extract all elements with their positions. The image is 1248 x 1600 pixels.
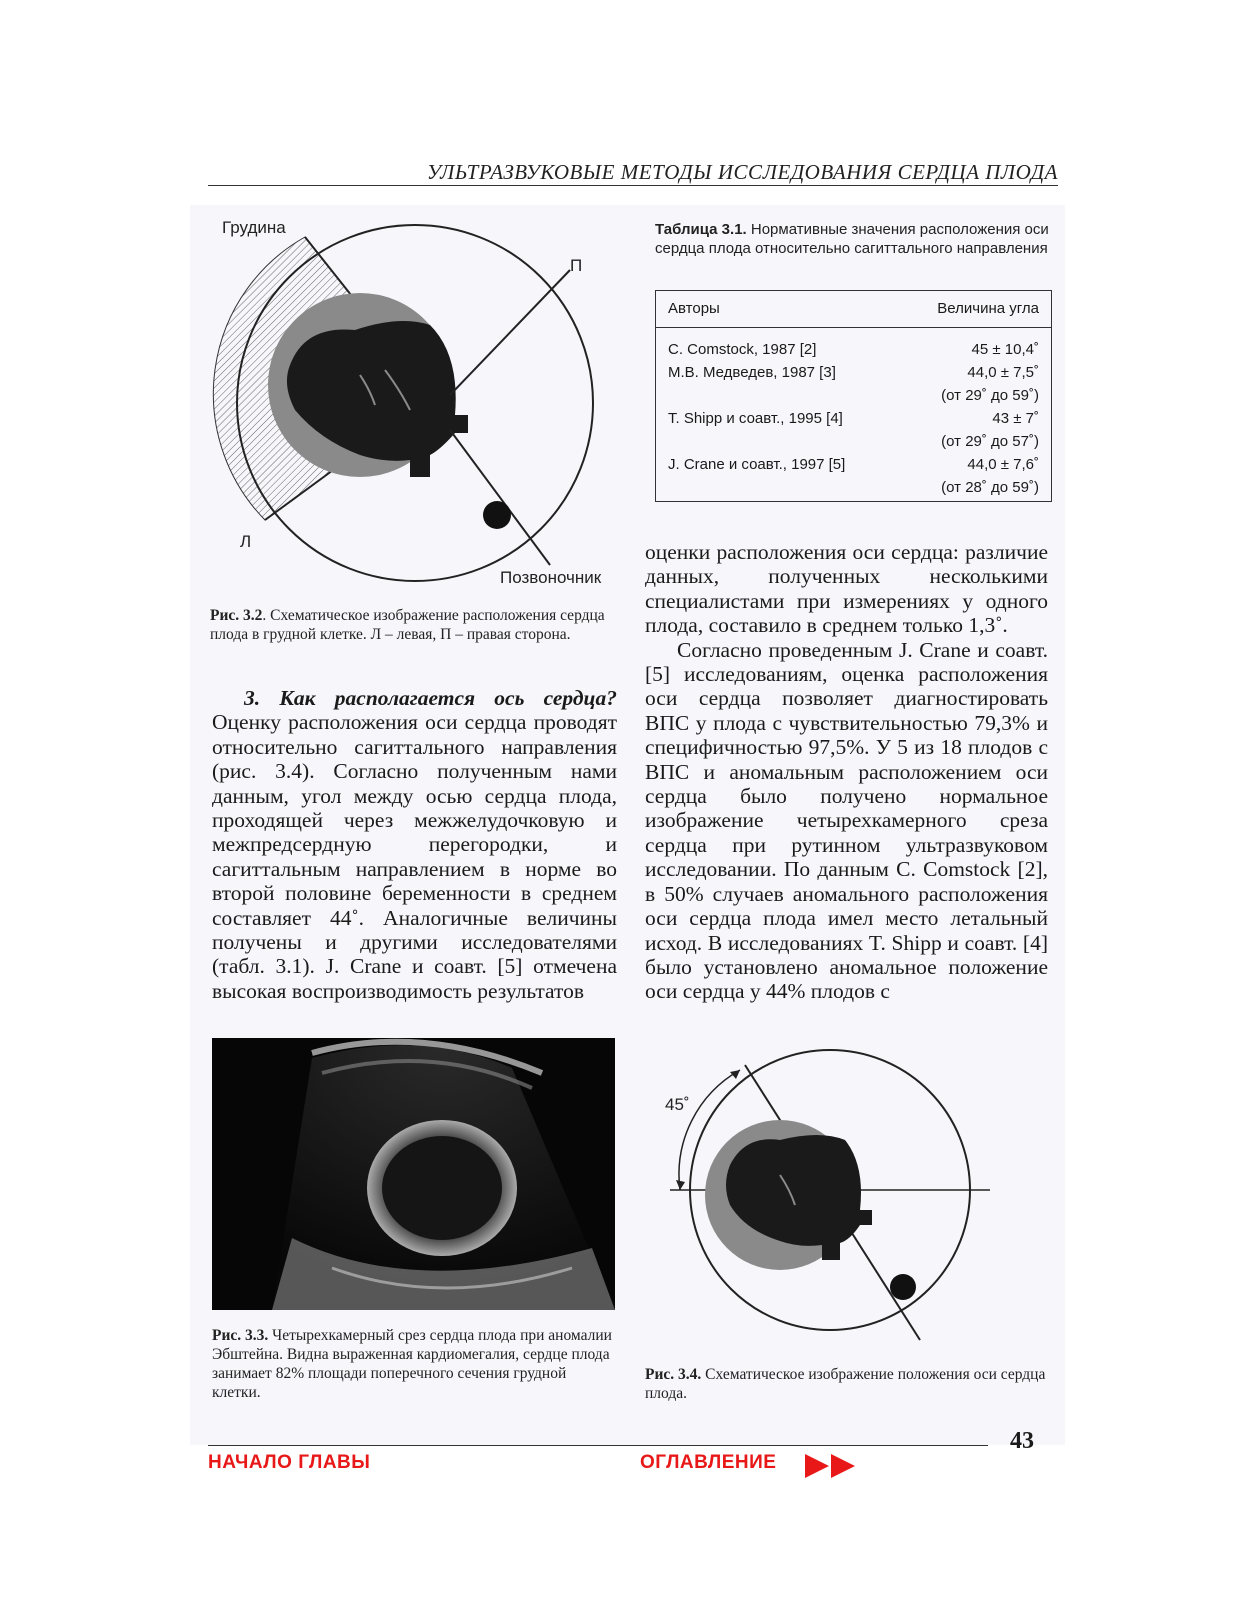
spine-dot xyxy=(890,1274,916,1300)
page-number: 43 xyxy=(1010,1428,1034,1454)
label-left: Л xyxy=(240,532,252,551)
cell-angle: 45 ± 10,4˚ xyxy=(971,341,1039,358)
table-3-1-caption xyxy=(655,220,1055,258)
caption-text: Четырехкамерный срез сердца плода при аномалии Эбштейна. Видна выраженная кардиомегалия, сердце плода занимает 82% площади поперечного сечения грудной клетки. xyxy=(212,1327,612,1401)
table-3-1 xyxy=(655,290,1052,502)
chapter-start-link[interactable]: НАЧАЛО ГЛАВЫ xyxy=(208,1452,371,1473)
label-spine: Позвоночник xyxy=(500,568,602,587)
ultrasound-scan xyxy=(212,1038,615,1310)
right-column-text xyxy=(645,540,1048,1004)
footer-rule xyxy=(208,1445,988,1446)
caption-number: Рис. 3.4. xyxy=(645,1366,702,1383)
heart-axis-line xyxy=(450,430,550,565)
cell-author: М.В. Медведев, 1987 [3] xyxy=(668,364,836,381)
cell-author: T. Shipp и соавт., 1995 [4] xyxy=(668,410,843,427)
table-body xyxy=(656,338,1051,499)
running-header: УЛЬТРАЗВУКОВЫЕ МЕТОДЫ ИССЛЕДОВАНИЯ СЕРДЦА ПЛОДА xyxy=(426,160,1058,184)
table-row xyxy=(656,338,1051,361)
cell-author: J. Crane и соавт., 1997 [5] xyxy=(668,456,846,473)
table-header-row xyxy=(656,291,1051,328)
label-sternum: Грудина xyxy=(222,218,286,237)
cell-angle: (от 29˚ до 59˚) xyxy=(941,387,1039,404)
figure-3-4-diagram xyxy=(660,1045,1020,1345)
right-paragraph-2: Согласно проведенным J. Crane и соавт. [5] исследованиям, оценка расположения оси сердца позволяет диагностировать ВПС у плода с чувствительностью 79,3% и специфичностью 97,5%. У 5 из 18 плодов с ВПС и аномальным расположением оси сердца было получено нормальное изображение четырехкамерного среза сердца при рутинном ультразвуковом исследовании. По данным C. Comstock [2], в 50% случаев аномального расположения оси сердца плода имел место летальный исход. В исследованиях T. Shipp и соавт. [4] было установлено аномальное положение оси сердца у 44% плодов с xyxy=(645,637,1048,1004)
section-question: 3. Как располагается ось сердца? xyxy=(244,686,617,710)
angle-label: 45˚ xyxy=(665,1095,690,1114)
figure-3-4-caption xyxy=(645,1365,1055,1403)
cell-angle: (от 28˚ до 59˚) xyxy=(941,479,1039,496)
cell-angle: (от 29˚ до 57˚) xyxy=(941,433,1039,450)
spine-dot xyxy=(483,501,511,529)
table-row xyxy=(656,407,1051,430)
figure-3-3-caption xyxy=(212,1326,617,1402)
contents-link[interactable]: ОГЛАВЛЕНИЕ xyxy=(640,1452,777,1473)
section-paragraph: Оценку расположения оси сердца проводят относительно сагиттального направления (рис. 3.4). Согласно полученным нами данным, угол между осью сердца плода, проходящей через межжелудочковую и межпредсердную перегородки, и сагиттальным направлением в норме во второй половине беременности в среднем составляет 44˚. Аналогичные величины получены и другими исследователями (табл. 3.1). J. Crane и соавт. [5] отмечена высокая воспроизводимость результатов xyxy=(212,710,617,1003)
table-row xyxy=(656,430,1051,453)
table-row xyxy=(656,361,1051,384)
caption-text: . Схематическое изображение расположения сердца плода в грудной клетке. Л – левая, П – правая сторона. xyxy=(210,607,605,643)
figure-3-2-diagram xyxy=(210,215,630,605)
table-caption-number: Таблица 3.1. xyxy=(655,221,747,238)
label-right: П xyxy=(570,256,583,275)
table-row xyxy=(656,384,1051,407)
table-caption-text: Нормативные значения расположения оси сердца плода относительно сагиттального направления xyxy=(655,221,1049,257)
left-column-text xyxy=(212,686,617,1003)
figure-3-3-ultrasound-image xyxy=(212,1038,615,1310)
right-paragraph-1: оценки расположения оси сердца: различие данных, полученных несколькими специалистами при измерениях у одного плода, составило в среднем только 1,3˚. xyxy=(645,540,1048,638)
header-angle: Величина угла xyxy=(937,300,1039,317)
header-authors: Авторы xyxy=(668,300,720,317)
cell-author: C. Comstock, 1987 [2] xyxy=(668,341,817,358)
cell-angle: 44,0 ± 7,6˚ xyxy=(967,456,1039,473)
table-row xyxy=(656,453,1051,476)
table-row xyxy=(656,476,1051,499)
cell-angle: 43 ± 7˚ xyxy=(992,410,1039,427)
caption-number: Рис. 3.3. xyxy=(212,1327,269,1344)
caption-text: Схематическое изображение положения оси сердца плода. xyxy=(645,1366,1046,1402)
header-rule xyxy=(208,185,1058,186)
next-arrow-icon[interactable] xyxy=(805,1452,860,1480)
caption-number: Рис. 3.2 xyxy=(210,607,263,624)
cell-angle: 44,0 ± 7,5˚ xyxy=(967,364,1039,381)
figure-3-2-caption xyxy=(210,606,620,644)
